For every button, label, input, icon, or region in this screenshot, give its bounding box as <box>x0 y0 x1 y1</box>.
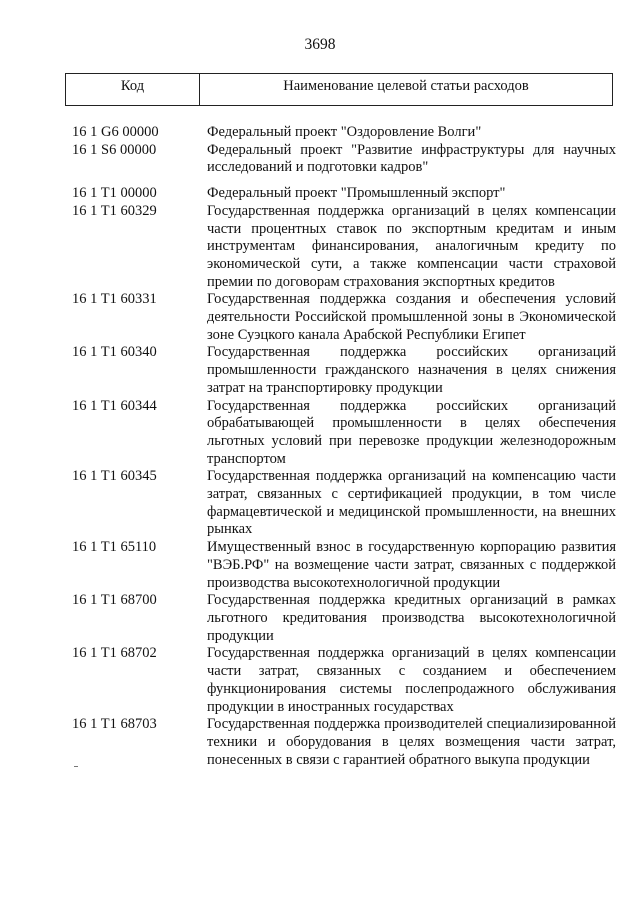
row-description: Федеральный проект "Промышленный экспорт" <box>207 185 506 202</box>
row-code: 16 1 T1 68700 <box>72 592 157 609</box>
row-code: 16 1 T1 60331 <box>72 291 157 308</box>
table-row <box>72 344 616 397</box>
table-body <box>72 124 616 769</box>
header-code-label: Код <box>120 78 145 94</box>
row-description: Государственная поддержка создания и обеспечения условий деятельности Российской промышленной зоны в Экономической зоне Суэцкого канала Арабской Республики Египет <box>207 291 616 343</box>
header-name-label: Наименование целевой статьи расходов <box>283 78 529 94</box>
table-row <box>72 645 616 716</box>
row-code: 16 1 T1 60329 <box>72 202 157 219</box>
table-row <box>72 291 616 344</box>
row-code: 16 1 G6 00000 <box>72 124 159 140</box>
table-row <box>72 203 616 292</box>
row-description: Имущественный взнос в государственную корпорацию развития "ВЭБ.РФ" на возмещение части затрат, связанных с поддержкой производства высокотехнологичной продукции <box>207 539 616 591</box>
row-description: Государственная поддержка кредитных организаций в рамках льготного кредитования производства высокотехнологичной продукции <box>207 592 616 644</box>
table-row <box>72 468 616 539</box>
row-description: Государственная поддержка организаций на компенсацию части затрат, связанных с сертификацией продукции, в том числе фармацевтической и медицинской промышленности, на внешних рынках <box>207 468 616 538</box>
table-row <box>72 592 616 645</box>
row-code: 16 1 T1 00000 <box>72 185 157 202</box>
row-code: 16 1 T1 68703 <box>72 716 157 733</box>
table-row <box>72 124 616 142</box>
row-description: Государственная поддержка производителей специализированной техники и оборудования в целях возмещения части затрат, понесенных в связи с гарантией обратного выкупа продукции <box>207 716 616 768</box>
row-description: Государственная поддержка российских организаций обрабатывающей промышленности в целях обеспечения льготных условий при перевозке продукции железнодорожным транспортом <box>207 397 616 467</box>
page-number: 3698 <box>304 36 336 53</box>
row-code: 16 1 S6 00000 <box>72 141 157 158</box>
table-row <box>72 185 616 203</box>
table-header <box>65 73 613 106</box>
row-code: 16 1 T1 60340 <box>72 344 157 361</box>
row-code: 16 1 T1 65110 <box>72 539 157 556</box>
table-row <box>72 142 616 177</box>
row-description: Федеральный проект "Оздоровление Волги" <box>207 124 482 140</box>
row-description: Государственная поддержка организаций в целях компенсации части процентных ставок по экспортным кредитам и иным инструментам финансирования, аналогичным кредиту по экономической сути, а также компенсации части страховой премии по договорам страхования экспортных кредитов <box>207 202 616 290</box>
row-description: Федеральный проект "Развитие инфраструктуры для научных исследований и подготовки кадров" <box>207 141 616 176</box>
row-code: 16 1 T1 60345 <box>72 468 157 485</box>
row-description: Государственная поддержка организаций в целях компенсации части затрат, связанных с созданием и обеспечением функционирования системы послепродажного обслуживания продукции в иностранных государствах <box>207 645 616 715</box>
row-code: 16 1 T1 68702 <box>72 645 157 662</box>
table-row <box>72 398 616 469</box>
row-code: 16 1 T1 60344 <box>72 397 157 414</box>
table-row <box>72 539 616 592</box>
row-description: Государственная поддержка российских организаций промышленности гражданского назначения в целях снижения затрат на транспортировку продукции <box>207 344 616 396</box>
table-row <box>72 716 616 769</box>
scan-mark <box>74 766 78 767</box>
